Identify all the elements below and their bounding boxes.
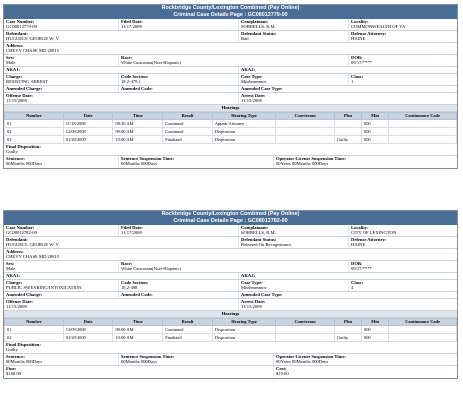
hearing-col-header: Number <box>5 113 64 120</box>
case-panel-2 <box>3 210 458 379</box>
arrest-date: 11/15/2008 <box>241 98 262 104</box>
code-section: 18.2-479.1 <box>121 79 141 85</box>
label-dob: DOB: <box>351 261 363 266</box>
dob: 09/17/**** <box>351 266 372 272</box>
label-arrest-date: Arrest Date: <box>241 299 266 304</box>
label-case-type: Case Type: <box>241 74 263 79</box>
label-operator-suspension: Operator License Suspension Time: <box>276 156 347 162</box>
label-sex: Sex: <box>6 55 15 60</box>
hearing-cell <box>334 119 361 127</box>
hearing-cell: Disposition <box>212 127 275 135</box>
hearing-cell <box>276 119 335 127</box>
hearing-cell: 01/20/2009 <box>63 136 113 144</box>
hearing-cell: 01 <box>5 325 64 333</box>
label-code-section: Code Section: <box>121 280 149 285</box>
label-defense-attorney: Defense Attorney: <box>351 31 387 36</box>
label-dob: DOB: <box>351 55 363 60</box>
defense-attorney: HAINE <box>351 242 366 248</box>
sex: Male <box>6 60 16 66</box>
label-cost: Cost: <box>276 366 287 371</box>
hearing-col-header: Time <box>113 319 163 326</box>
suspension: 00Months 000Days <box>121 161 158 167</box>
hearing-cell: 01 <box>5 119 64 127</box>
filed-date: 11/17/2008 <box>121 230 142 236</box>
label-race: Race: <box>121 55 133 60</box>
offense-date: 11/15/2008 <box>6 98 27 104</box>
hearing-col-header: Plea <box>334 113 361 120</box>
hearing-cell: Continued <box>163 119 213 127</box>
label-class: Class: <box>351 280 363 285</box>
hearing-cell: Disposition <box>212 333 275 341</box>
hearing-cell <box>389 119 457 127</box>
operator-suspension: 00Years 00Months 000Days <box>276 161 329 167</box>
hearing-cell: 000 <box>362 119 389 127</box>
defendant: HUGUELY, GEORGE W; V <box>6 242 59 248</box>
final-disposition: Guilty <box>6 149 18 155</box>
hearing-col-header: Continuance Code <box>389 319 457 326</box>
final-disposition: Guilty <box>6 347 18 353</box>
hearing-cell: Finalized <box>163 136 213 144</box>
label-suspension: Sentence Suspension Time: <box>121 156 175 162</box>
sex: Male <box>6 266 16 272</box>
hearing-cell: 12/09/2008 <box>63 127 113 135</box>
code-section: 18.2-388 <box>121 285 138 291</box>
label-defendant: Defendant: <box>6 237 28 242</box>
label-case-number: Case Number: <box>6 19 35 24</box>
filed-date: 11/17/2008 <box>121 24 142 30</box>
hearing-cell: 02 <box>5 333 64 341</box>
hearing-col-header: Result <box>163 319 213 326</box>
charge: PUBLIC SWEARING/INTOXICATION <box>6 285 82 291</box>
defendant: HUGUELY, GEORGE W; V <box>6 36 59 42</box>
label-amended-charge: Amended Charge: <box>6 86 43 91</box>
label-operator-suspension: Operator License Suspension Time: <box>276 354 347 359</box>
hearing-col-header: Hearing Type <box>212 113 275 120</box>
label-class: Class: <box>351 74 363 79</box>
hearing-cell: 12/09/2008 <box>63 325 113 333</box>
defendant-status: Released On Recognizance <box>241 242 292 248</box>
sentence: 00Months 000Days <box>6 161 43 167</box>
label-defendant-status: Defendant Status: <box>241 237 277 242</box>
hearing-cell: Continued <box>163 325 213 333</box>
label-filed-date: Filed Date: <box>121 19 143 24</box>
class: 4 <box>351 285 354 291</box>
label-defendant-status: Defendant Status: <box>241 31 277 36</box>
fine: $100.00 <box>6 371 21 377</box>
complainant: SORRELLS, R.M. <box>241 230 276 236</box>
label-locality: Locality: <box>351 19 369 24</box>
defendant-status: Bail <box>241 36 249 42</box>
hearing-cell: Guilty <box>334 136 361 144</box>
label-final-disposition: Final Disposition: <box>6 342 41 347</box>
operator-suspension: 00Years 00Months 000Days <box>276 359 329 365</box>
hearing-row <box>5 136 457 144</box>
label-sentence: Sentence: <box>6 354 25 359</box>
hearing-cell <box>389 333 457 341</box>
hearing-col-header: Min <box>362 113 389 120</box>
label-aka2: AKA2: <box>241 67 256 72</box>
race: White Caucasian(Non-Hispanic) <box>121 60 182 66</box>
complainant: SORRELLS, R.M. <box>241 24 276 30</box>
label-address: Address: <box>6 43 24 48</box>
hearing-col-header: Result <box>163 113 213 120</box>
case-subtitle: Criminal Case Details Page : GC08012782-00 <box>173 217 288 224</box>
label-locality: Locality: <box>351 225 369 230</box>
court-title: Rockbridge County/Lexington Combined (Pay Online) <box>161 5 300 11</box>
hearing-cell: Disposition <box>212 136 275 144</box>
sentence: 00Months 000Days <box>6 359 43 365</box>
hearing-cell <box>334 325 361 333</box>
hearing-col-header: Number <box>5 319 64 326</box>
hearing-cell: 10:00 AM <box>113 333 163 341</box>
label-offense-date: Offense Date: <box>6 299 33 304</box>
dob: 09/17/**** <box>351 60 372 66</box>
hearing-cell <box>334 127 361 135</box>
address: CHEVY CHASE MD 20815 <box>6 254 60 260</box>
hearing-cell: 09:00 AM <box>113 127 163 135</box>
hearing-cell: 02 <box>5 127 64 135</box>
label-defendant: Defendant: <box>6 31 28 36</box>
case-header <box>4 5 457 19</box>
hearings-table <box>4 318 457 342</box>
hearing-cell <box>389 325 457 333</box>
charge: RESISTING ARREST <box>6 79 48 85</box>
label-amended-case-type: Amended Case Type: <box>241 292 283 297</box>
case-number: GC08012779-00 <box>6 24 37 30</box>
locality: CITY OF LEXINGTON <box>351 230 397 236</box>
hearing-cell: 11/18/2008 <box>63 119 113 127</box>
cost: $10.00 <box>276 371 289 377</box>
label-code-section: Code Section: <box>121 74 149 79</box>
hearing-cell: Continued <box>163 127 213 135</box>
hearings-title: Hearings <box>4 311 457 318</box>
race: White Caucasian(Non-Hispanic) <box>121 266 182 272</box>
hearing-cell: 03 <box>5 136 64 144</box>
arrest-date: 11/15/2008 <box>241 304 262 310</box>
label-amended-charge: Amended Charge: <box>6 292 43 297</box>
label-case-type: Case Type: <box>241 280 263 285</box>
label-address: Address: <box>6 249 24 254</box>
hearing-col-header: Min <box>362 319 389 326</box>
hearing-col-header: Plea <box>334 319 361 326</box>
offense-date: 11/15/2008 <box>6 304 27 310</box>
hearings-title: Hearings <box>4 105 457 112</box>
label-case-number: Case Number: <box>6 225 35 230</box>
hearing-col-header: Continuance Code <box>389 113 457 120</box>
label-amended-case-type: Amended Case Type: <box>241 86 283 91</box>
hearing-cell <box>276 127 335 135</box>
hearing-cell: 000 <box>362 127 389 135</box>
hearing-row <box>5 119 457 127</box>
label-sentence: Sentence: <box>6 156 25 162</box>
defense-attorney: HAINE <box>351 36 366 42</box>
hearing-row <box>5 333 457 341</box>
case-number: GC08012782-00 <box>6 230 37 236</box>
hearing-row <box>5 127 457 135</box>
label-amended-code: Amended Code: <box>121 292 153 297</box>
label-filed-date: Filed Date: <box>121 225 143 230</box>
hearing-col-header: Date <box>63 113 113 120</box>
label-sex: Sex: <box>6 261 15 266</box>
label-fine: Fine: <box>6 366 17 371</box>
label-complainant: Complainant: <box>241 225 269 230</box>
hearing-col-header: Date <box>63 319 113 326</box>
hearing-col-header: Hearing Type <box>212 319 275 326</box>
hearing-cell: 08:30 AM <box>113 119 163 127</box>
hearing-cell: 10:00 AM <box>113 136 163 144</box>
hearings-table <box>4 112 457 144</box>
court-title: Rockbridge County/Lexington Combined (Pay Online) <box>161 211 300 217</box>
label-aka1: AKA1: <box>6 273 21 278</box>
hearing-cell: Appear Attorney <box>212 119 275 127</box>
hearing-cell: 000 <box>362 325 389 333</box>
address: CHEVY CHASE MD 20815 <box>6 48 60 54</box>
label-defense-attorney: Defense Attorney: <box>351 237 387 242</box>
hearing-col-header: Courtroom <box>276 113 335 120</box>
locality: COMMONWEALTH OF VA <box>351 24 406 30</box>
label-aka1: AKA1: <box>6 67 21 72</box>
hearing-cell: Finalized <box>163 333 213 341</box>
hearing-row <box>5 325 457 333</box>
hearing-cell <box>276 136 335 144</box>
hearing-cell <box>389 136 457 144</box>
case-type: Misdemeanor <box>241 79 267 85</box>
label-final-disposition: Final Disposition: <box>6 144 41 150</box>
case-header <box>4 211 457 225</box>
label-charge: Charge: <box>6 74 23 79</box>
suspension: 00Months 000Days <box>121 359 158 365</box>
label-charge: Charge: <box>6 280 23 285</box>
hearing-col-header: Courtroom <box>276 319 335 326</box>
hearing-cell: 09:00 AM <box>113 325 163 333</box>
case-subtitle: Criminal Case Details Page : GC08012779-00 <box>173 11 288 18</box>
label-complainant: Complainant: <box>241 19 269 24</box>
hearing-cell <box>276 333 335 341</box>
class: 1 <box>351 79 354 85</box>
label-aka2: AKA2: <box>241 273 256 278</box>
label-amended-code: Amended Code: <box>121 86 153 91</box>
hearing-cell: 01/20/2009 <box>63 333 113 341</box>
label-suspension: Sentence Suspension Time: <box>121 354 175 359</box>
label-offense-date: Offense Date: <box>6 93 33 98</box>
hearing-cell: Disposition <box>212 325 275 333</box>
hearing-cell <box>276 325 335 333</box>
label-race: Race: <box>121 261 133 266</box>
case-type: Misdemeanor <box>241 285 267 291</box>
case-panel-1 <box>3 4 458 169</box>
hearing-cell <box>389 127 457 135</box>
hearing-cell: 000 <box>362 333 389 341</box>
label-arrest-date: Arrest Date: <box>241 93 266 98</box>
hearing-cell: Guilty <box>334 333 361 341</box>
hearing-cell: 000 <box>362 136 389 144</box>
hearing-col-header: Time <box>113 113 163 120</box>
